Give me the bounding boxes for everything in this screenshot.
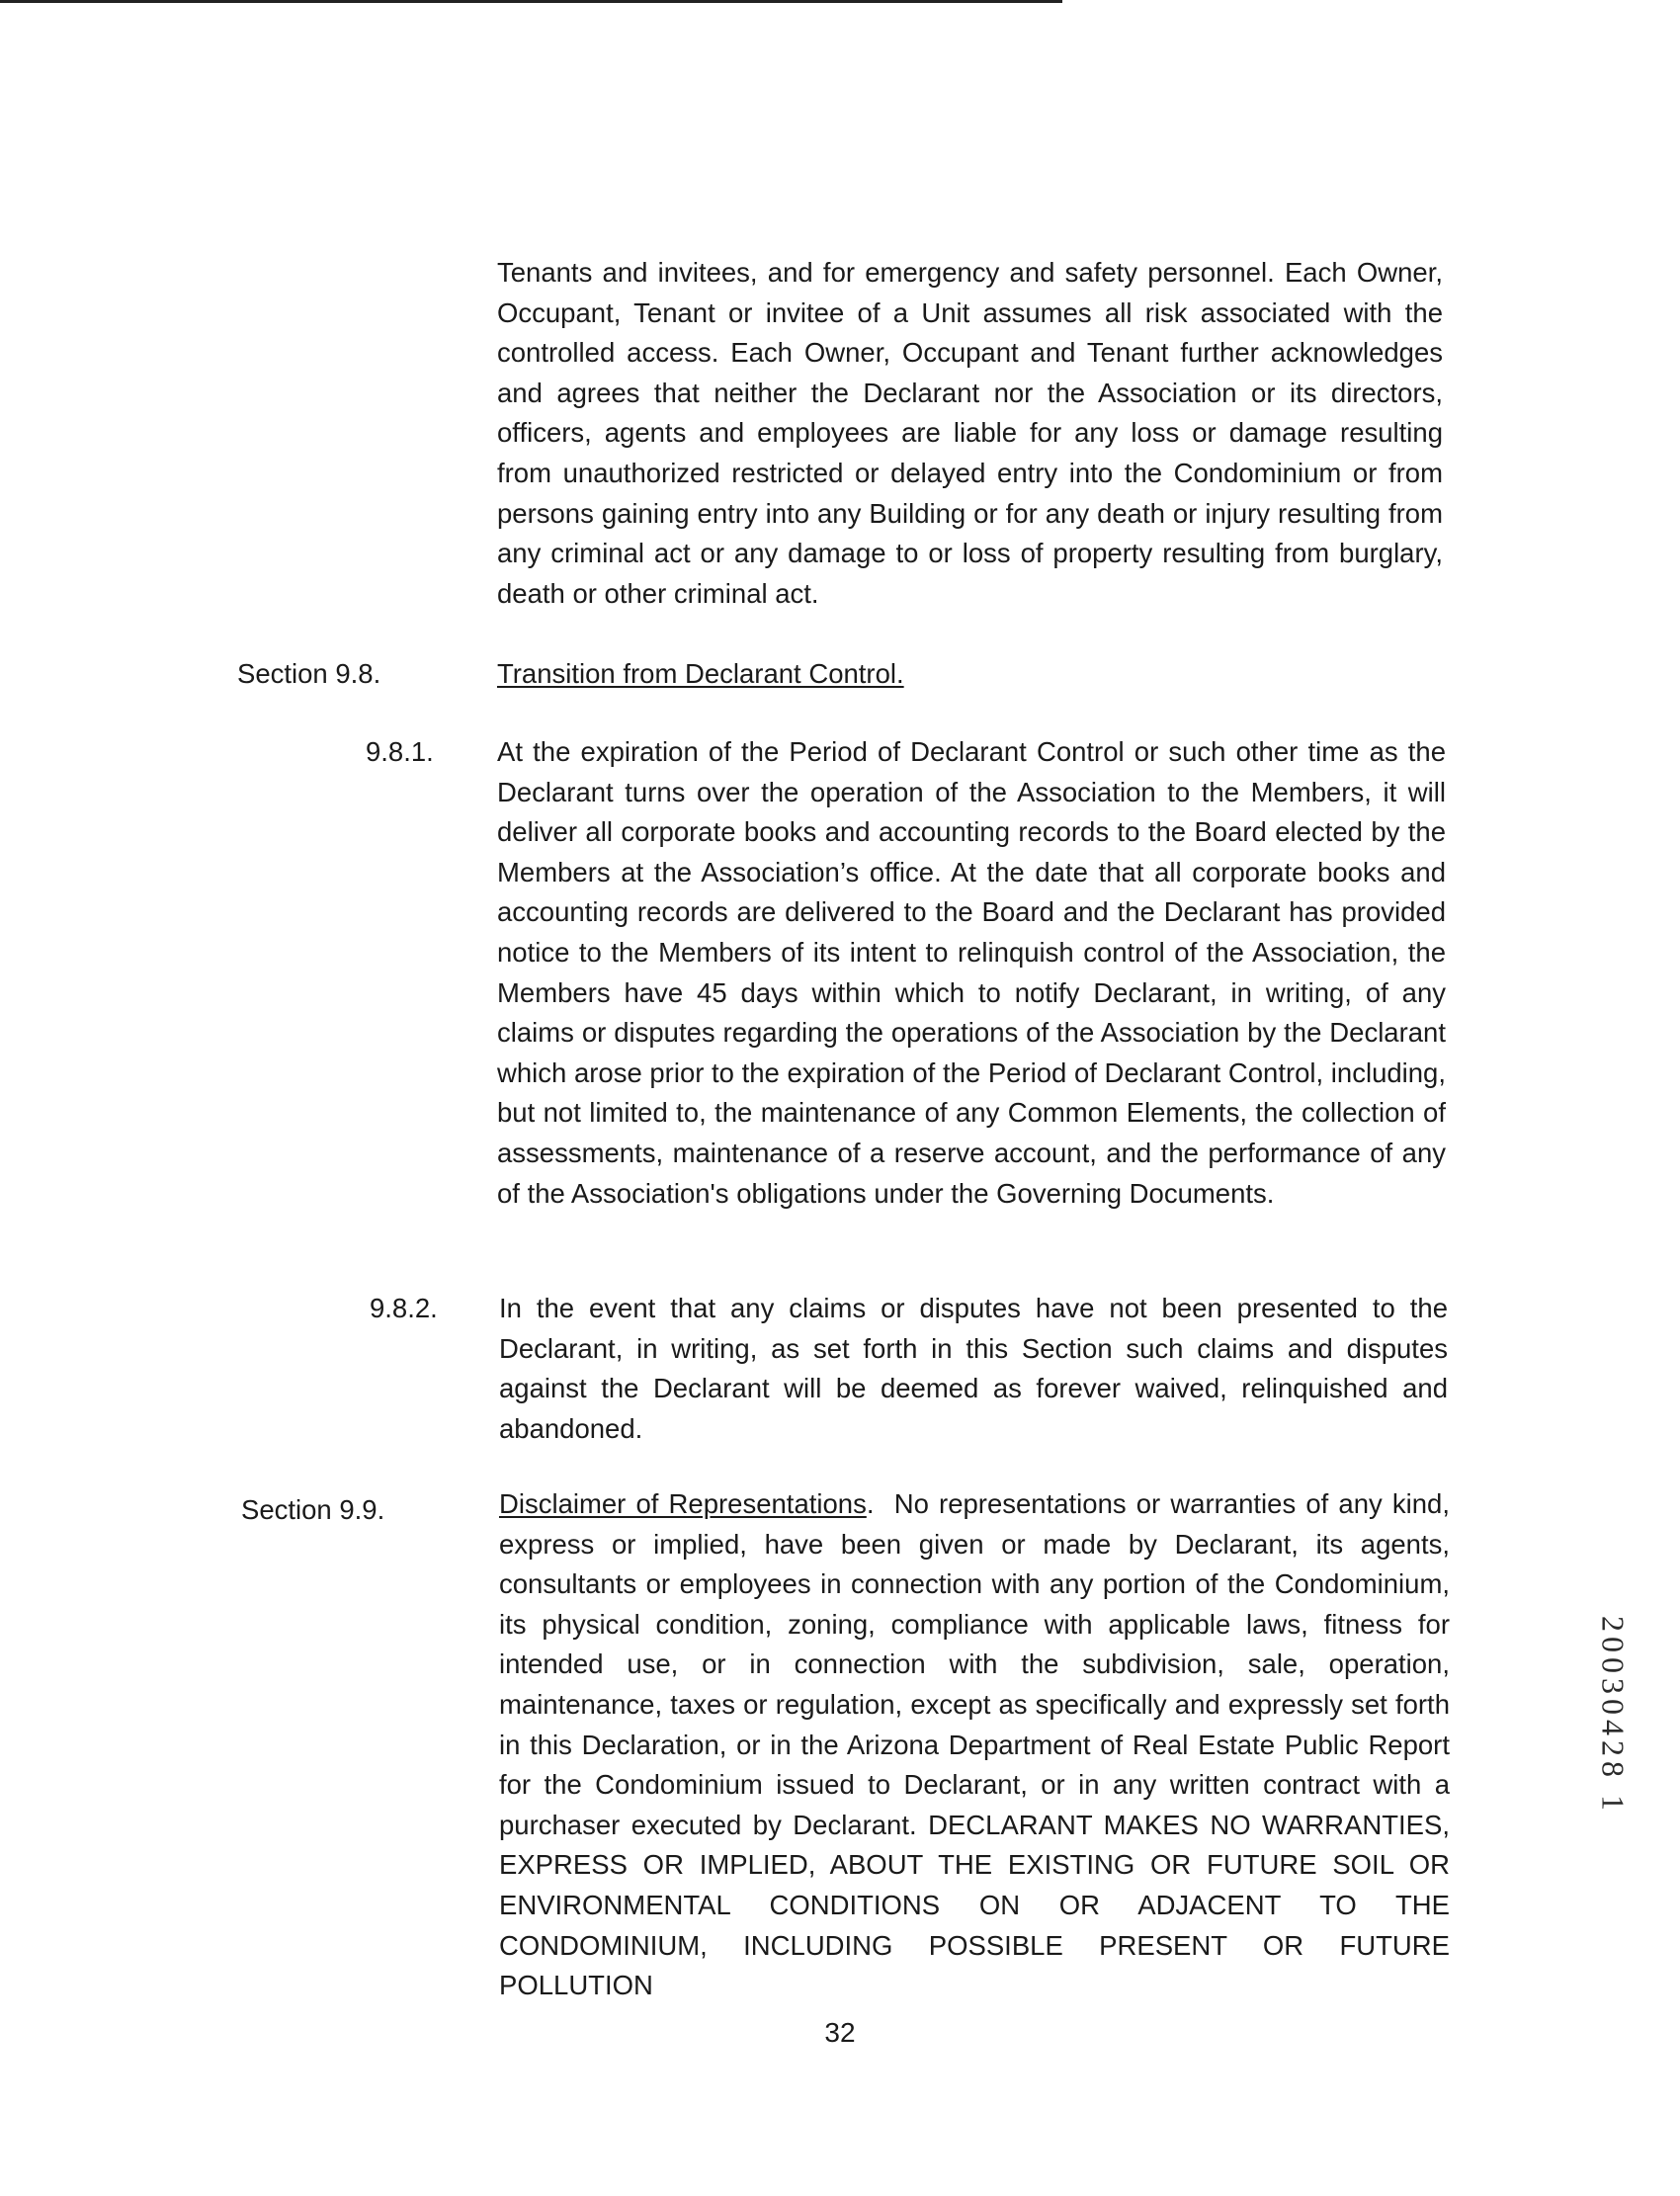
page-number: 32 — [824, 2017, 856, 2048]
section-9-8-title: Transition from Declarant Control. — [497, 658, 904, 689]
section-9-9-title-punct: . — [866, 1488, 875, 1519]
section-9-8-label: Section 9.8. — [237, 658, 381, 689]
section-9-9-title: Disclaimer of Representations — [499, 1488, 867, 1519]
subsection-9-8-1-number: 9.8.1. — [366, 736, 434, 767]
recording-number-text: 20030428 1 — [1595, 1616, 1632, 1816]
subsection-9-8-1-paragraph: At the expiration of the Period of Declarant Control or such other time as the Declarant turns over the operation of the Association to the Members, it will deliver all corporate books and accounting records to the Board elected by the Members at the Association’s office. At the date that all corporate books and accounting records are delivered to the Board and the Declarant has provided notice to the Members of its intent to relinquish control of the Association, the Members have 45 days within which to notify Declarant, in writing, of any claims or disputes regarding the operations of the Association by the Declarant which arose prior to the expiration of the Period of Declarant Control, including, but not limited to, the maintenance of any Common Elements, the collection of assessments, maintenance of a reserve account, and the performance of any of the Association's obligations under the Governing Documents. — [497, 736, 1446, 1209]
subsection-9-8-2-paragraph: In the event that any claims or disputes have not been presented to the Declarant, in writing, as set forth in this Section such claims and disputes against the Declarant will be deemed as forever waived, relinquished and abandoned. — [499, 1293, 1448, 1444]
continuation-paragraph: Tenants and invitees, and for emergency and safety personnel. Each Owner, Occupant, Tenant or invitee of a Unit assumes all risk associated with the controlled access. Each Owner, Occupant and Tenant further acknowledges and agrees that neither the Declarant nor the Association or its directors, officers, agents and employees are liable for any loss or damage resulting from unauthorized restricted or delayed entry into the Condominium or from persons gaining entry into any Building or for any death or injury resulting from any criminal act or any damage to or loss of property resulting from burglary, death or other criminal act. — [497, 257, 1443, 609]
section-9-9-paragraph — [499, 1484, 1450, 2006]
section-9-9-body: No representations or warranties of any kind, express or implied, have been given or made by Declarant, its agents, consultants or employees in connection with any portion of the Condominium, its physical condition, zoning, compliance with applicable laws, fitness for intended use, or in connection with the subdivision, sale, operation, maintenance, taxes or regulation, except as specifically and expressly set forth in this Declaration, or in the Arizona Department of Real Estate Public Report for the Condominium issued to Declarant, or in any written contract with a purchaser executed by Declarant. DECLARANT MAKES NO WARRANTIES, EXPRESS OR IMPLIED, ABOUT THE EXISTING OR FUTURE SOIL OR ENVIRONMENTAL CONDITIONS ON OR ADJACENT TO THE CONDOMINIUM, INCLUDING POSSIBLE PRESENT OR FUTURE POLLUTION — [499, 1488, 1450, 2001]
top-border-line — [0, 0, 1062, 3]
recording-number-stamp — [1593, 1587, 1633, 1844]
section-9-9-label: Section 9.9. — [241, 1494, 385, 1525]
subsection-9-8-2-number: 9.8.2. — [370, 1293, 438, 1323]
